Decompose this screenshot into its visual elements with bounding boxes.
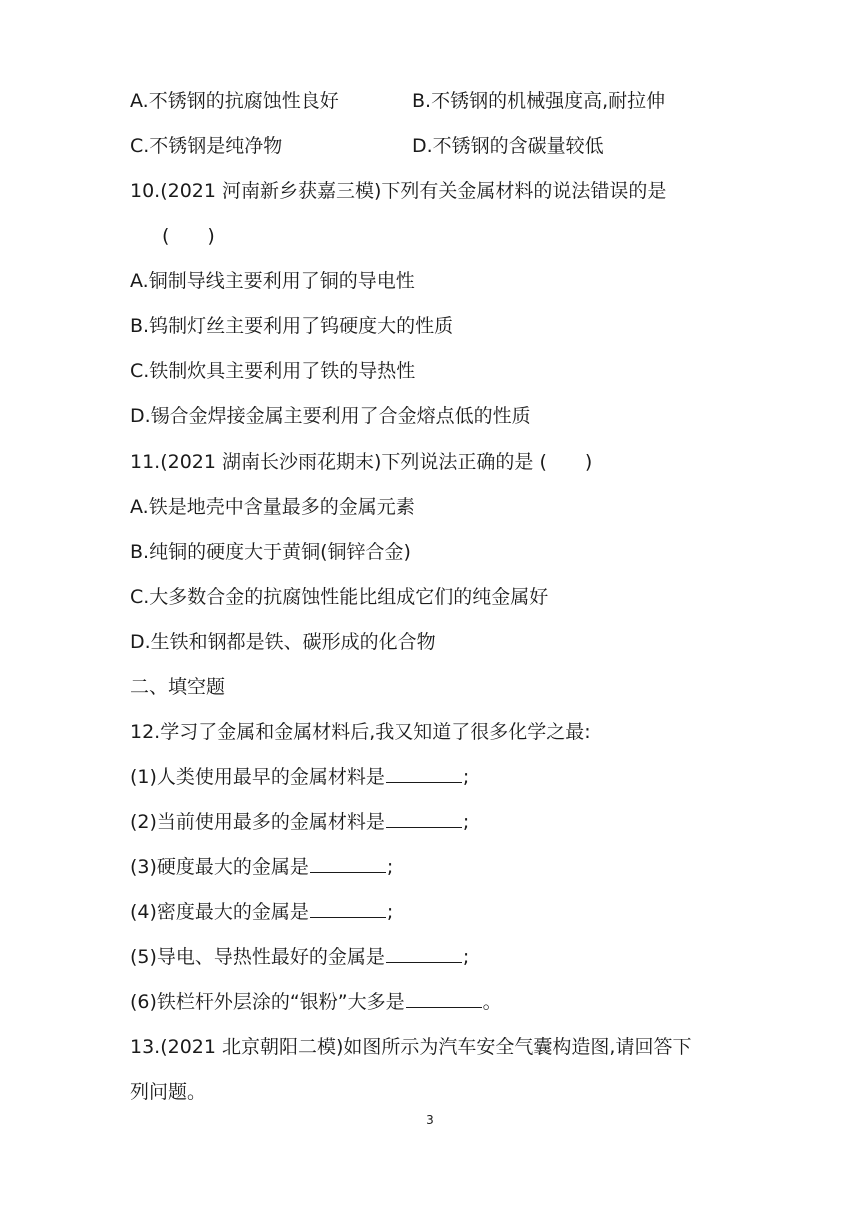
q12-item-2-text: (2)当前使用最多的金属材料是 xyxy=(130,811,385,833)
q12-item-3-text: (3)硬度最大的金属是 xyxy=(130,856,309,878)
q11-option-c: C.大多数合金的抗腐蚀性能比组成它们的纯金属好 xyxy=(130,586,549,608)
q12-item-4-punct: ; xyxy=(386,901,394,923)
q12-item-2-blank xyxy=(386,809,462,828)
q12-item-5 xyxy=(130,944,469,970)
q9-option-a: A.不锈钢的抗腐蚀性良好 xyxy=(130,90,339,112)
q12-item-2-punct: ; xyxy=(462,811,470,833)
q9-option-d: D.不锈钢的含碳量较低 xyxy=(412,135,604,157)
q11-option-a: A.铁是地壳中含量最多的金属元素 xyxy=(130,496,415,518)
q10-option-c: C.铁制炊具主要利用了铁的导热性 xyxy=(130,360,416,382)
q12-item-6-punct: 。 xyxy=(482,991,502,1013)
q12-item-1 xyxy=(130,764,469,790)
q12-item-3-blank xyxy=(310,854,386,873)
q13-stem-line-2: 列问题。 xyxy=(130,1081,207,1103)
q10-answer-paren: ( ) xyxy=(162,225,215,247)
q10-option-d: D.锡合金焊接金属主要利用了合金熔点低的性质 xyxy=(130,405,531,427)
q10-stem: 10.(2021 河南新乡获嘉三模)下列有关金属材料的说法错误的是 xyxy=(130,180,667,202)
q12-item-6-blank xyxy=(406,989,482,1008)
q13-stem-line-1: 13.(2021 北京朝阳二模)如图所示为汽车安全气囊构造图,请回答下 xyxy=(130,1036,692,1058)
q12-stem: 12.学习了金属和金属材料后,我又知道了很多化学之最: xyxy=(130,721,591,743)
page-number: 3 xyxy=(426,1113,434,1127)
q9-option-b: B.不锈钢的机械强度高,耐拉伸 xyxy=(412,90,666,112)
q11-answer-paren: ( ) xyxy=(539,451,593,473)
q12-item-3-punct: ; xyxy=(386,856,394,878)
q12-item-6-text: (6)铁栏杆外层涂的“银粉”大多是 xyxy=(130,991,405,1013)
q12-item-1-punct: ; xyxy=(462,766,470,788)
q12-item-5-blank xyxy=(386,944,462,963)
q12-item-4-text: (4)密度最大的金属是 xyxy=(130,901,309,923)
q12-item-3 xyxy=(130,854,393,880)
q12-item-2 xyxy=(130,809,469,835)
q12-item-5-text: (5)导电、导热性最好的金属是 xyxy=(130,946,385,968)
q12-item-1-blank xyxy=(386,764,462,783)
q10-option-b: B.钨制灯丝主要利用了钨硬度大的性质 xyxy=(130,315,454,337)
q9-option-c: C.不锈钢是纯净物 xyxy=(130,135,283,157)
q12-item-4 xyxy=(130,899,393,925)
q12-item-5-punct: ; xyxy=(462,946,470,968)
q11-option-d: D.生铁和钢都是铁、碳形成的化合物 xyxy=(130,631,436,653)
q11-stem: 11.(2021 湖南长沙雨花期末)下列说法正确的是 xyxy=(130,451,534,473)
section-heading-fill-in: 二、填空题 xyxy=(130,676,226,698)
q11-stem-line xyxy=(130,449,592,475)
q10-option-a: A.铜制导线主要利用了铜的导电性 xyxy=(130,270,415,292)
q11-option-b: B.纯铜的硬度大于黄铜(铜锌合金) xyxy=(130,541,411,563)
q12-item-4-blank xyxy=(310,899,386,918)
q12-item-1-text: (1)人类使用最早的金属材料是 xyxy=(130,766,385,788)
q12-item-6 xyxy=(130,989,502,1015)
